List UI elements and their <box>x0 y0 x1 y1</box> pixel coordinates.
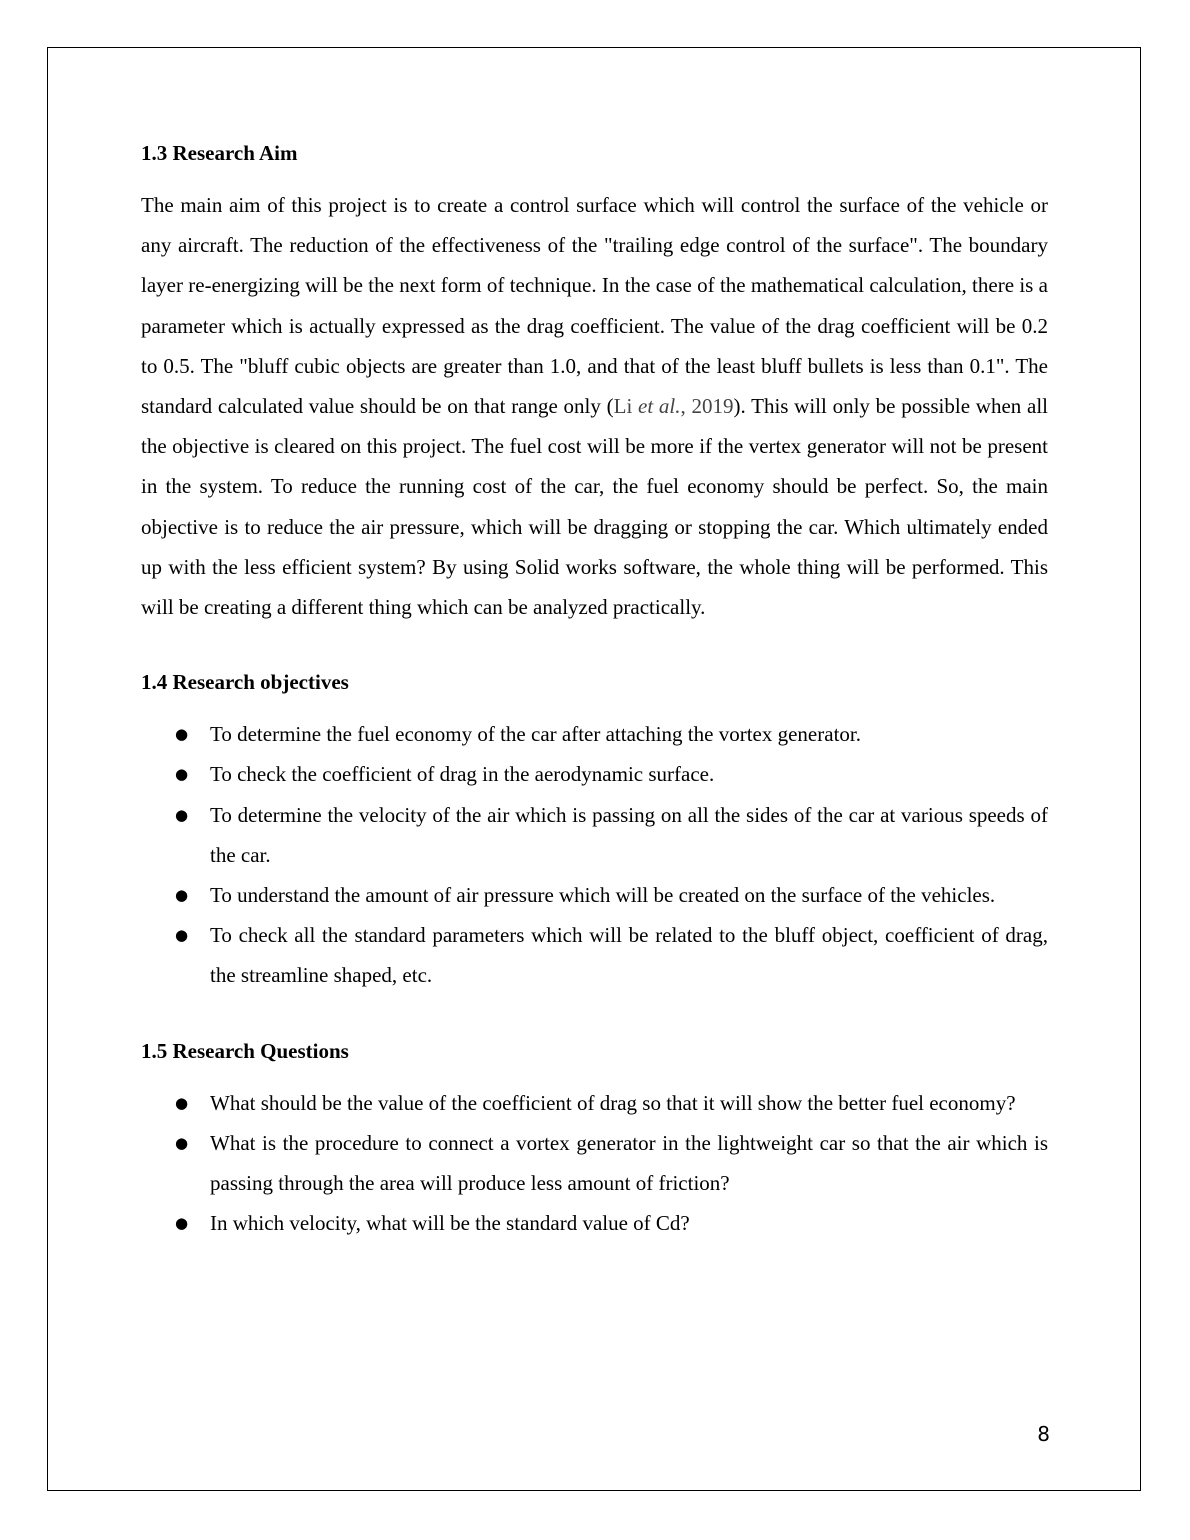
list-item <box>141 875 1048 915</box>
bullet-icon: ● <box>175 926 189 945</box>
citation-year: , 2019 <box>680 394 734 419</box>
heading-research-aim: 1.3 Research Aim <box>141 141 298 165</box>
list-item <box>141 1083 1048 1123</box>
aim-text-part-1: The main aim of this project is to create a control surface which will control the surface of the vehicle or any aircraft. The reduction of the effectiveness of the "trailing edge control of the surface". The boundary layer re-energizing will be the next form of technique. In the case of the mathematical calculation, there is a parameter which is actually expressed as the drag coefficient. The value of the drag coefficient will be 0.2 to 0.5. The "bluff cubic objects are greater than 1.0, and that of the least bluff bullets is less than 0.1". The standard calculated value should be on that range only ( <box>141 193 1048 419</box>
bullet-icon: ● <box>175 1093 189 1112</box>
list-item-text: What is the procedure to connect a vortex generator in the lightweight car so that the air which is passing through the area will produce less amount of friction? <box>210 1130 1048 1196</box>
list-item <box>141 1203 1048 1243</box>
questions-list <box>141 1083 1048 1244</box>
page-number: 8 <box>1037 1422 1050 1446</box>
list-item-text: To determine the fuel economy of the car after attaching the vortex generator. <box>210 722 861 747</box>
bullet-icon: ● <box>175 805 189 824</box>
list-item-text: In which velocity, what will be the standard value of Cd? <box>210 1211 690 1236</box>
list-item-text: To check all the standard parameters which will be related to the bluff object, coefficient of drag, the streamline shaped, etc. <box>210 923 1048 988</box>
citation-author: Li <box>613 394 639 419</box>
list-item <box>141 754 1048 794</box>
list-item <box>141 1123 1048 1203</box>
list-item <box>141 714 1048 754</box>
bullet-icon: ● <box>175 1133 189 1152</box>
aim-text-part-2: ). This will only be possible when all the objective is cleared on this project. The fuel cost will be more if the vertex generator will not be present in the system. To reduce the running cost of the car, the fuel economy should be perfect. So, the main objective is to reduce the air pressure, which will be dragging or stopping the car. Which ultimately ended up with the less efficient system? By using Solid works software, the whole thing will be performed. This will be creating a different thing which can be analyzed practically. <box>141 394 1048 620</box>
list-item <box>141 915 1048 995</box>
bullet-icon: ● <box>175 1214 189 1233</box>
list-item-text: To check the coefficient of drag in the aerodynamic surface. <box>210 762 715 787</box>
list-item-text: To determine the velocity of the air which is passing on all the sides of the car at various speeds of the car. <box>210 802 1048 867</box>
objectives-list <box>141 714 1048 995</box>
research-aim-paragraph <box>141 185 1048 627</box>
document-content <box>141 133 1048 1243</box>
list-item <box>141 795 1048 875</box>
heading-research-objectives: 1.4 Research objectives <box>141 670 349 695</box>
citation-et-al: et al. <box>638 394 681 419</box>
bullet-icon: ● <box>175 725 189 744</box>
list-item-text: What should be the value of the coefficient of drag so that it will show the better fuel economy? <box>210 1090 1016 1115</box>
list-item-text: To understand the amount of air pressure which will be created on the surface of the vehicles. <box>210 883 996 908</box>
bullet-icon: ● <box>175 886 189 905</box>
heading-research-questions: 1.5 Research Questions <box>141 1038 349 1063</box>
bullet-icon: ● <box>175 765 189 784</box>
